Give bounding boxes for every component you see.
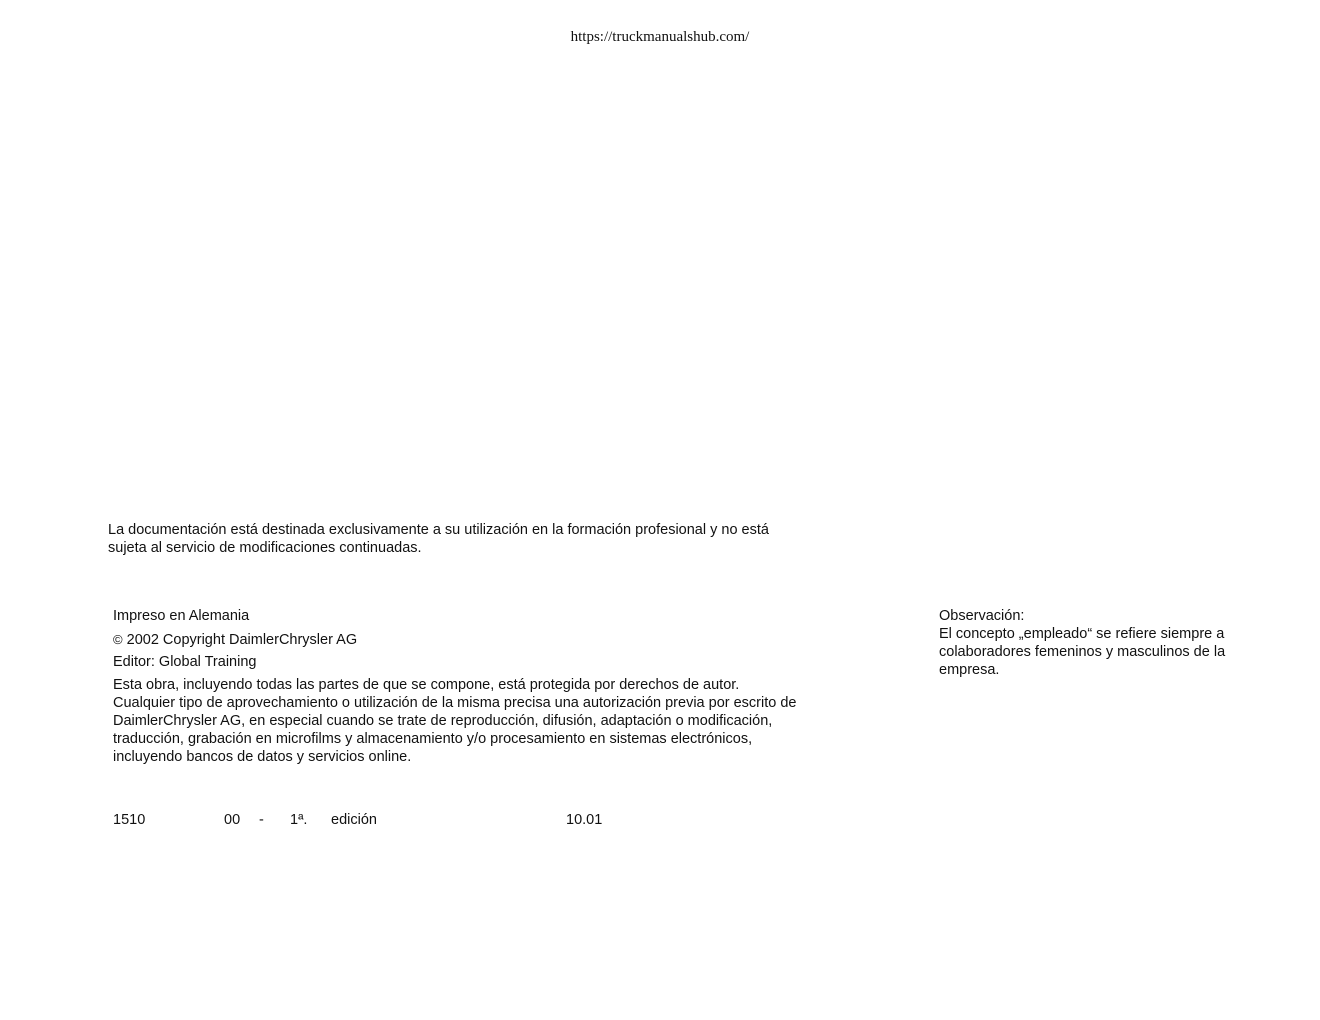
observation-title: Observación: [939,608,1025,624]
source-url: https://truckmanualshub.com/ [570,29,750,45]
imprint-block [113,607,873,766]
usage-notice-line: La documentación está destinada exclusivamente a su utilización en la formación profesional y no está [108,522,769,538]
editor-line: Editor: Global Training [113,654,257,670]
edition-date: 10.01 [566,812,603,828]
edition-label: edición [331,812,377,828]
document-group: 00 [224,812,241,828]
edition-info [113,810,713,830]
edition-number: 1ª. [290,812,308,828]
rights-line: incluyendo bancos de datos y servicios online. [113,749,412,765]
document-code: 1510 [113,812,146,828]
copyright-text: 2002 Copyright DaimlerChrysler AG [126,632,358,648]
rights-line: DaimlerChrysler AG, en especial cuando se trate de reproducción, difusión, adaptación o modificación, [113,713,773,729]
rights-line: Cualquier tipo de aprovechamiento o utilización de la misma precisa una autorización previa por escrito de [113,695,797,711]
observation-line: colaboradores femeninos y masculinos de la [939,644,1226,660]
rights-line: Esta obra, incluyendo todas las partes de que se compone, está protegida por derechos de autor. [113,677,740,693]
rights-line: traducción, grabación en microfilms y almacenamiento y/o procesamiento en sistemas electrónicos, [113,731,753,747]
observation-line: El concepto „empleado“ se refiere siempre a [939,626,1225,642]
usage-notice [108,521,868,557]
usage-notice-line: sujeta al servicio de modificaciones continuadas. [108,540,422,556]
copyright-symbol: © [113,632,123,647]
printed-in: Impreso en Alemania [113,608,250,624]
edition-separator: - [259,812,264,828]
observation-line: empresa. [939,662,1000,678]
observation-note [939,607,1269,679]
copyright-line [113,631,873,649]
